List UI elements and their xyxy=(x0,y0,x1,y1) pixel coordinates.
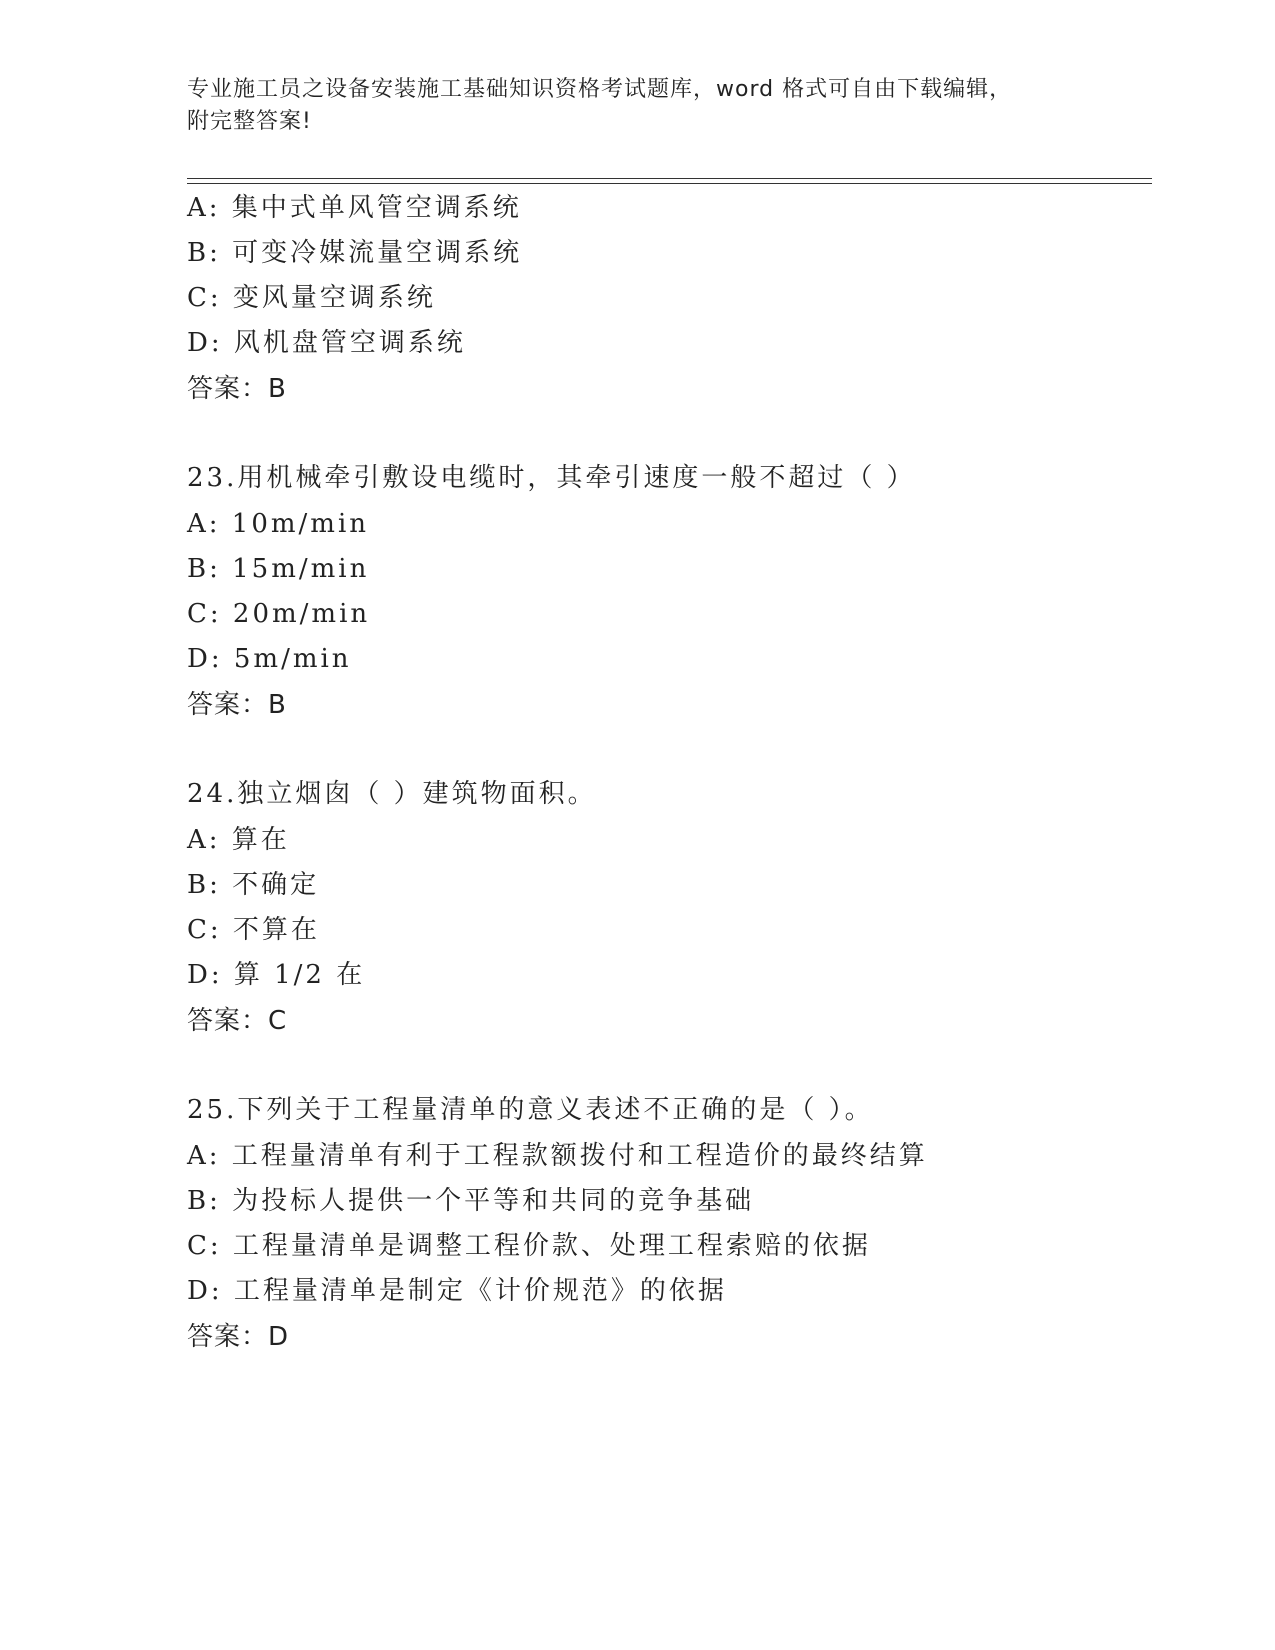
document-header xyxy=(187,74,1147,138)
answer: 答案：B xyxy=(187,374,287,404)
answer: 答案：B xyxy=(187,690,287,720)
header-line-2: 附完整答案! xyxy=(187,109,312,134)
option-c: C: 变风量空调系统 xyxy=(187,283,436,313)
option-d: D: 5m/min xyxy=(187,644,352,674)
header-divider-bottom xyxy=(187,183,1152,184)
option-d: D: 工程量清单是制定《计价规范》的依据 xyxy=(187,1276,727,1306)
option-d: D: 风机盘管空调系统 xyxy=(187,328,466,358)
answer: 答案：C xyxy=(187,1006,288,1036)
option-a: A: 集中式单风管空调系统 xyxy=(187,193,522,223)
option-b: B: 可变冷媒流量空调系统 xyxy=(187,238,523,268)
option-b: B: 不确定 xyxy=(187,870,320,900)
option-b: B: 15m/min xyxy=(187,554,370,584)
question-stem: 24.独立烟囱（ ）建筑物面积。 xyxy=(187,779,597,809)
header-divider-top xyxy=(187,178,1152,179)
header-line-1: 专业施工员之设备安装施工基础知识资格考试题库，word 格式可自由下载编辑， xyxy=(187,77,1013,102)
option-c: C: 工程量清单是调整工程价款、处理工程索赔的依据 xyxy=(187,1231,871,1261)
question-stem: 25.下列关于工程量清单的意义表述不正确的是（ ）。 xyxy=(187,1095,874,1125)
option-a: A: 工程量清单有利于工程款额拨付和工程造价的最终结算 xyxy=(187,1141,928,1171)
answer: 答案：D xyxy=(187,1322,290,1352)
option-c: C: 20m/min xyxy=(187,599,371,629)
option-c: C: 不算在 xyxy=(187,915,320,945)
question-stem: 23.用机械牵引敷设电缆时，其牵引速度一般不超过（ ） xyxy=(187,463,916,493)
option-a: A: 10m/min xyxy=(187,509,370,539)
option-a: A: 算在 xyxy=(187,825,290,855)
option-b: B: 为投标人提供一个平等和共同的竞争基础 xyxy=(187,1186,755,1216)
option-d: D: 算 1/2 在 xyxy=(187,960,366,990)
